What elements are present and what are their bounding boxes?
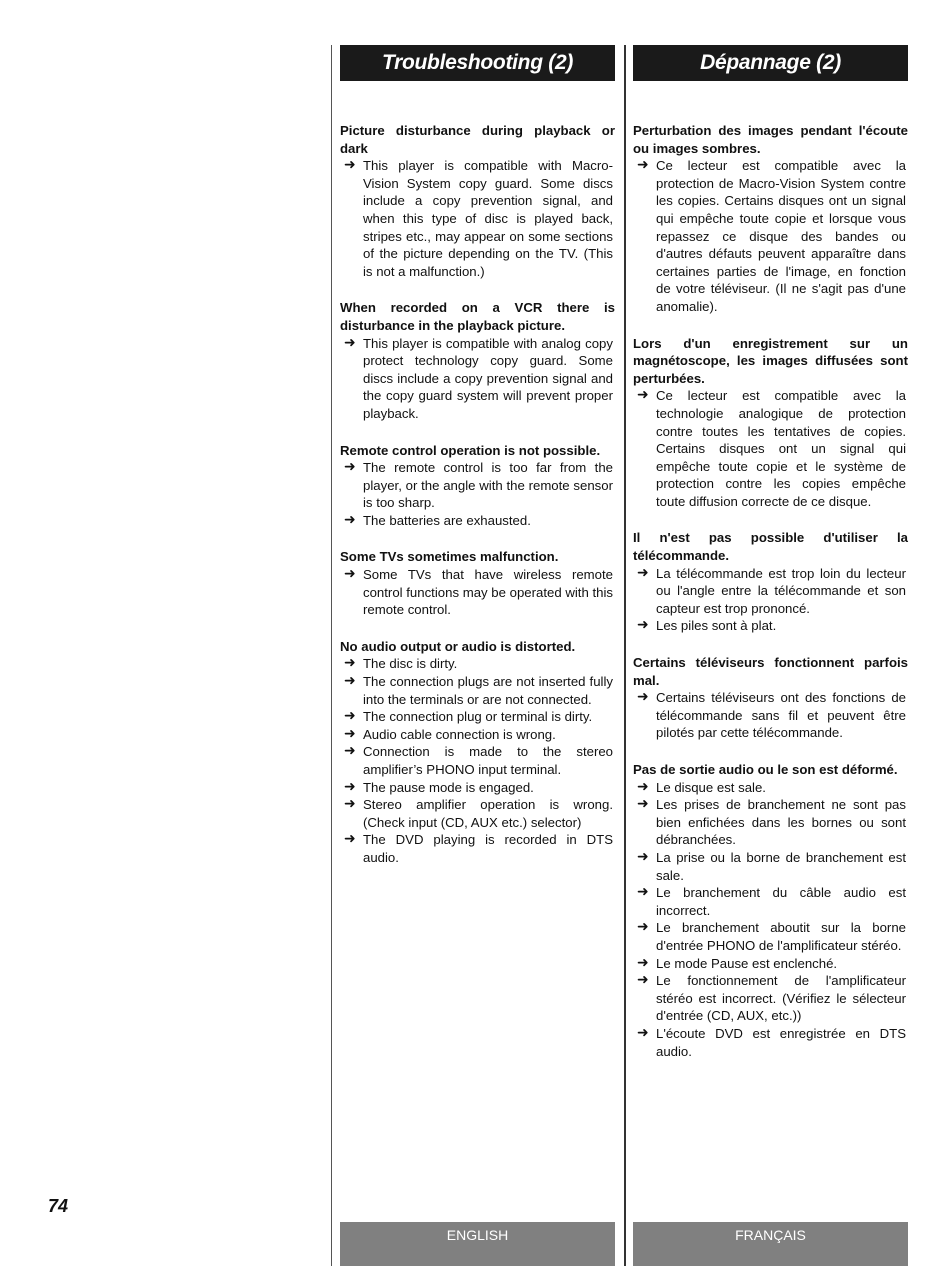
remedy-list [633,387,908,510]
column-divider-center [624,45,626,1266]
section-title: Perturbation des images pendant l'écoute ou images sombres. [633,123,908,156]
remedy-text: Le disque est sale. [656,779,766,795]
remedy-item [633,617,908,635]
arrow-right-icon: ➜ [344,743,356,760]
english-header: Troubleshooting (2) [340,45,615,81]
remedy-text: The remote control is too far from the player, or the angle with the remote sensor is too sharp. [363,460,613,511]
troubleshooting-section [633,335,908,511]
remedy-text: Le mode Pause est enclenché. [656,955,838,971]
arrow-right-icon: ➜ [344,725,356,742]
arrow-right-icon: ➜ [344,511,356,528]
remedy-list [340,459,615,529]
troubleshooting-section [633,122,908,316]
remedy-item [340,831,615,866]
section-title: Lors d'un enregistrement sur un magnétoscope, les images diffusées sont perturbées. [633,335,908,386]
remedy-list [633,565,908,635]
english-language-tab: ENGLISH [340,1222,615,1266]
arrow-right-icon: ➜ [344,566,356,583]
french-language-tab: FRANÇAIS [633,1222,908,1266]
remedy-item [633,1025,908,1060]
remedy-item [340,796,615,831]
arrow-right-icon: ➜ [637,778,649,795]
remedy-item [633,689,908,742]
remedy-text: Ce lecteur est compatible avec la protection de Macro-Vision System contre les copies. Certains disques ont un signal qui empêche toute copie et lorsque vous repassez ce disque des bandes ou d'autres défauts peuvent apparaître dans certaines parties de l'image, en fonction de votre téléviseur. (Il ne s'agit pas d'une anomalie). [656,158,906,314]
remedy-item [633,796,908,849]
arrow-right-icon: ➜ [637,157,649,174]
remedy-text: Audio cable connection is wrong. [363,726,556,742]
remedy-list [340,566,615,619]
arrow-right-icon: ➜ [344,655,356,672]
french-header: Dépannage (2) [633,45,908,81]
page-number: 74 [48,1196,69,1216]
arrow-right-icon: ➜ [344,796,356,813]
remedy-item [340,512,615,530]
remedy-list [633,689,908,742]
remedy-text: The DVD playing is recorded in DTS audio. [363,832,613,865]
arrow-right-icon: ➜ [344,334,356,351]
remedy-item [633,387,908,510]
remedy-text: Ce lecteur est compatible avec la technologie analogique de protection contre toutes les tentatives de copies. Certains disques ont un signal qui empêche toute copie et le système de protection contre les copies empêche toute diffusion correcte de ce disque. [656,388,906,509]
troubleshooting-section [340,548,615,618]
arrow-right-icon: ➜ [344,157,356,174]
troubleshooting-section [340,442,615,530]
remedy-item [340,566,615,619]
remedy-list [633,779,908,1061]
column-divider-left [331,45,332,1266]
remedy-text: Some TVs that have wireless remote control functions may be operated with this remote control. [363,567,613,618]
remedy-item [340,655,615,673]
remedy-text: Le branchement aboutit sur la borne d'entrée PHONO de l'amplificateur stéréo. [656,920,906,953]
english-sections [340,122,615,867]
section-title: Picture disturbance during playback or dark [340,123,615,156]
remedy-text: La télécommande est trop loin du lecteur ou l'angle entre la télécommande et son capteur est trop prononcé. [656,565,906,616]
arrow-right-icon: ➜ [637,689,649,706]
remedy-item [340,726,615,744]
arrow-right-icon: ➜ [344,778,356,795]
remedy-text: Les piles sont à plat. [656,618,777,634]
remedy-text: Certains téléviseurs ont des fonctions de télécommande sans fil et peuvent être pilotés par cette télécommande. [656,690,906,741]
english-column [340,45,615,886]
remedy-text: Le fonctionnement de l'amplificateur stéréo est incorrect. (Vérifiez le sélecteur d'entrée (CD, AUX, etc.)) [656,973,906,1024]
remedy-text: The connection plugs are not inserted fully into the terminals or are not connected. [363,674,613,707]
remedy-text: Stereo amplifier operation is wrong. (Check input (CD, AUX etc.) selector) [363,797,613,830]
troubleshooting-section [633,761,908,1060]
section-title: Some TVs sometimes malfunction. [340,549,559,565]
remedy-text: Connection is made to the stereo amplifier’s PHONO input terminal. [363,744,613,777]
remedy-item [340,673,615,708]
remedy-item [340,779,615,797]
remedy-text: La prise ou la borne de branchement est sale. [656,849,906,883]
arrow-right-icon: ➜ [637,972,649,989]
arrow-right-icon: ➜ [637,564,649,581]
arrow-right-icon: ➜ [344,459,356,476]
remedy-text: The disc is dirty. [363,656,458,672]
troubleshooting-section [340,122,615,280]
remedy-text: This player is compatible with analog copy protect technology copy guard. Some discs include a copy prevention signal and the copy guard system will prevent proper playback. [363,335,613,421]
arrow-right-icon: ➜ [637,954,649,971]
remedy-text: Le branchement du câble audio est incorrect. [656,885,906,918]
arrow-right-icon: ➜ [637,796,649,813]
section-title: Il n'est pas possible d'utiliser la télécommande. [633,530,908,564]
arrow-right-icon: ➜ [344,673,356,690]
arrow-right-icon: ➜ [344,708,356,725]
troubleshooting-section [340,299,615,422]
troubleshooting-section [633,529,908,635]
remedy-item [633,955,908,973]
remedy-item [340,743,615,778]
arrow-right-icon: ➜ [637,919,649,936]
troubleshooting-section [340,638,615,867]
remedy-item [633,972,908,1025]
remedy-item [633,849,908,884]
section-title: Remote control operation is not possible. [340,442,601,458]
remedy-item [633,779,908,797]
arrow-right-icon: ➜ [637,1024,649,1041]
remedy-item [633,919,908,954]
section-title: Pas de sortie audio ou le son est déformé. [633,762,898,777]
arrow-right-icon: ➜ [637,617,649,634]
section-title: Certains téléviseurs fonctionnent parfois mal. [633,655,908,688]
section-title: When recorded on a VCR there is disturbance in the playback picture. [340,300,615,333]
arrow-right-icon: ➜ [637,884,649,901]
french-column [633,45,908,1079]
remedy-item [340,708,615,726]
remedy-list [340,157,615,280]
remedy-list [633,157,908,315]
section-title: No audio output or audio is distorted. [340,638,576,654]
remedy-text: L'écoute DVD est enregistrée en DTS audio. [656,1025,906,1059]
arrow-right-icon: ➜ [637,848,649,865]
troubleshooting-section [633,654,908,742]
remedy-text: This player is compatible with Macro-Vision System copy guard. Some discs include a copy prevention signal, and when this type of disc is played back, stripes etc., may appear on some sections of the picture depending on the TV. (This is not a malfunction.) [363,158,613,279]
remedy-item [633,884,908,919]
remedy-item [340,459,615,512]
arrow-right-icon: ➜ [637,387,649,404]
remedy-text: The pause mode is engaged. [363,779,534,795]
remedy-text: The batteries are exhausted. [363,512,531,528]
french-sections [633,122,908,1060]
remedy-text: The connection plug or terminal is dirty. [363,709,593,725]
remedy-item [340,335,615,423]
remedy-item [633,565,908,618]
remedy-text: Les prises de branchement ne sont pas bien enfichées dans les bornes ou sont débranchées. [656,797,906,848]
remedy-item [340,157,615,280]
remedy-item [633,157,908,315]
arrow-right-icon: ➜ [344,831,356,848]
remedy-list [340,655,615,866]
remedy-list [340,335,615,423]
